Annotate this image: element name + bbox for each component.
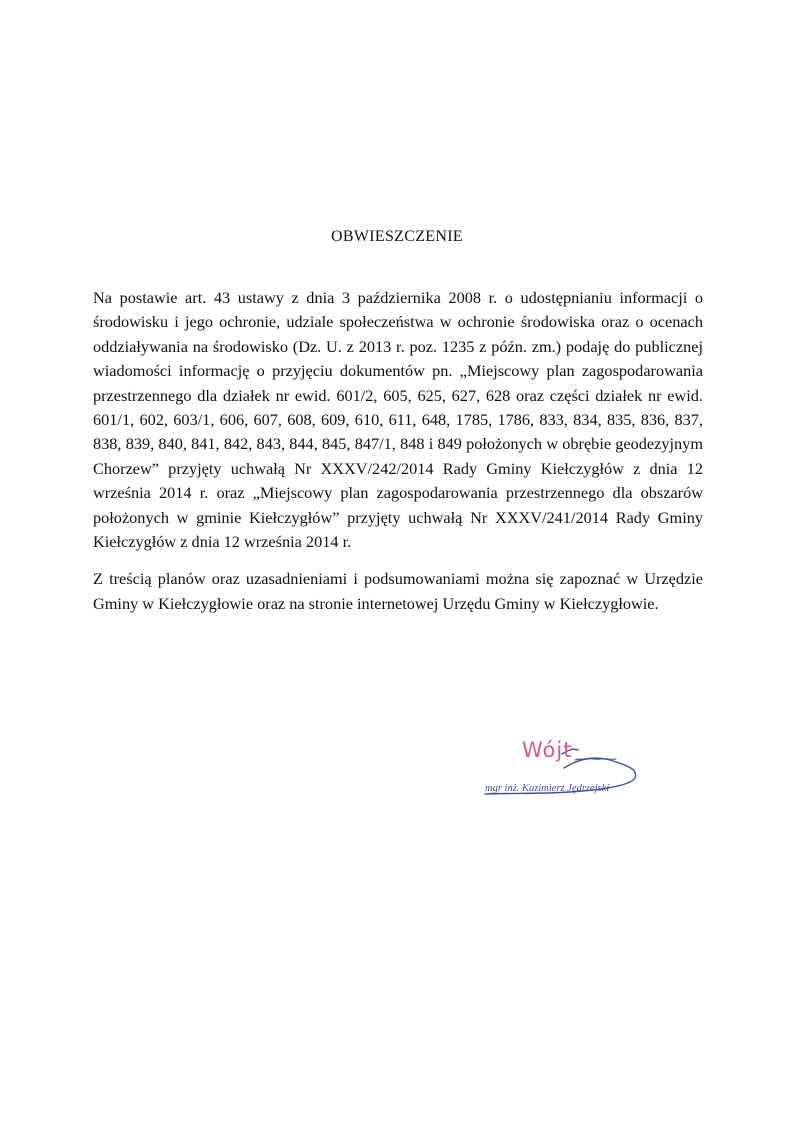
paragraph-legal-notice: Na postawie art. 43 ustawy z dnia 3 października 2008 r. o udostępnianiu informacji o środowisku i jego ochronie, udziale społeczeństwa w ochronie środowiska oraz o ocenach oddziaływania na środowisko (Dz. U. z 2013 r. poz. 1235 z późn. zm.) podaję do publicznej wiadomości informację o przyjęciu dokumentów pn. „Miejscowy plan zagospodarowania przestrzennego dla działek nr ewid. 601/2, 605, 625, 627, 628 oraz części działek nr ewid. 601/1, 602, 603/1, 606, 607, 608, 609, 610, 611, 648, 1785, 1786, 833, 834, 835, 836, 837, 838, 839, 840, 841, 842, 843, 844, 845, 847/1, 848 i 849 położonych w obrębie geodezyjnym Chorzew” przyjęty uchwałą Nr XXXV/242/2014 Rady Gminy Kiełczygłów z dnia 12 września 2014 r. oraz „Miejscowy plan zagospodarowania przestrzennego dla obszarów położonych w gminie Kiełczygłów” przyjęty uchwałą Nr XXXV/241/2014 Rady Gminy Kiełczygłów z dnia 12 września 2014 r. [93, 288, 703, 552]
stamp-title: Wójt [522, 738, 573, 762]
stamp-name: mgr inż. Kazimierz Jędrzejski [485, 783, 610, 794]
signature-stamp [470, 738, 660, 808]
paragraph-access-info: Z treścią planów oraz uzasadnieniami i podsumowaniami można się zapoznać w Urzędzie Gminy w Kiełczygłowie oraz na stronie internetowej Urzędu Gminy w Kiełczygłowie. [93, 569, 703, 613]
document-body [93, 286, 703, 629]
document-title: OBWIESZCZENIE [331, 228, 463, 245]
